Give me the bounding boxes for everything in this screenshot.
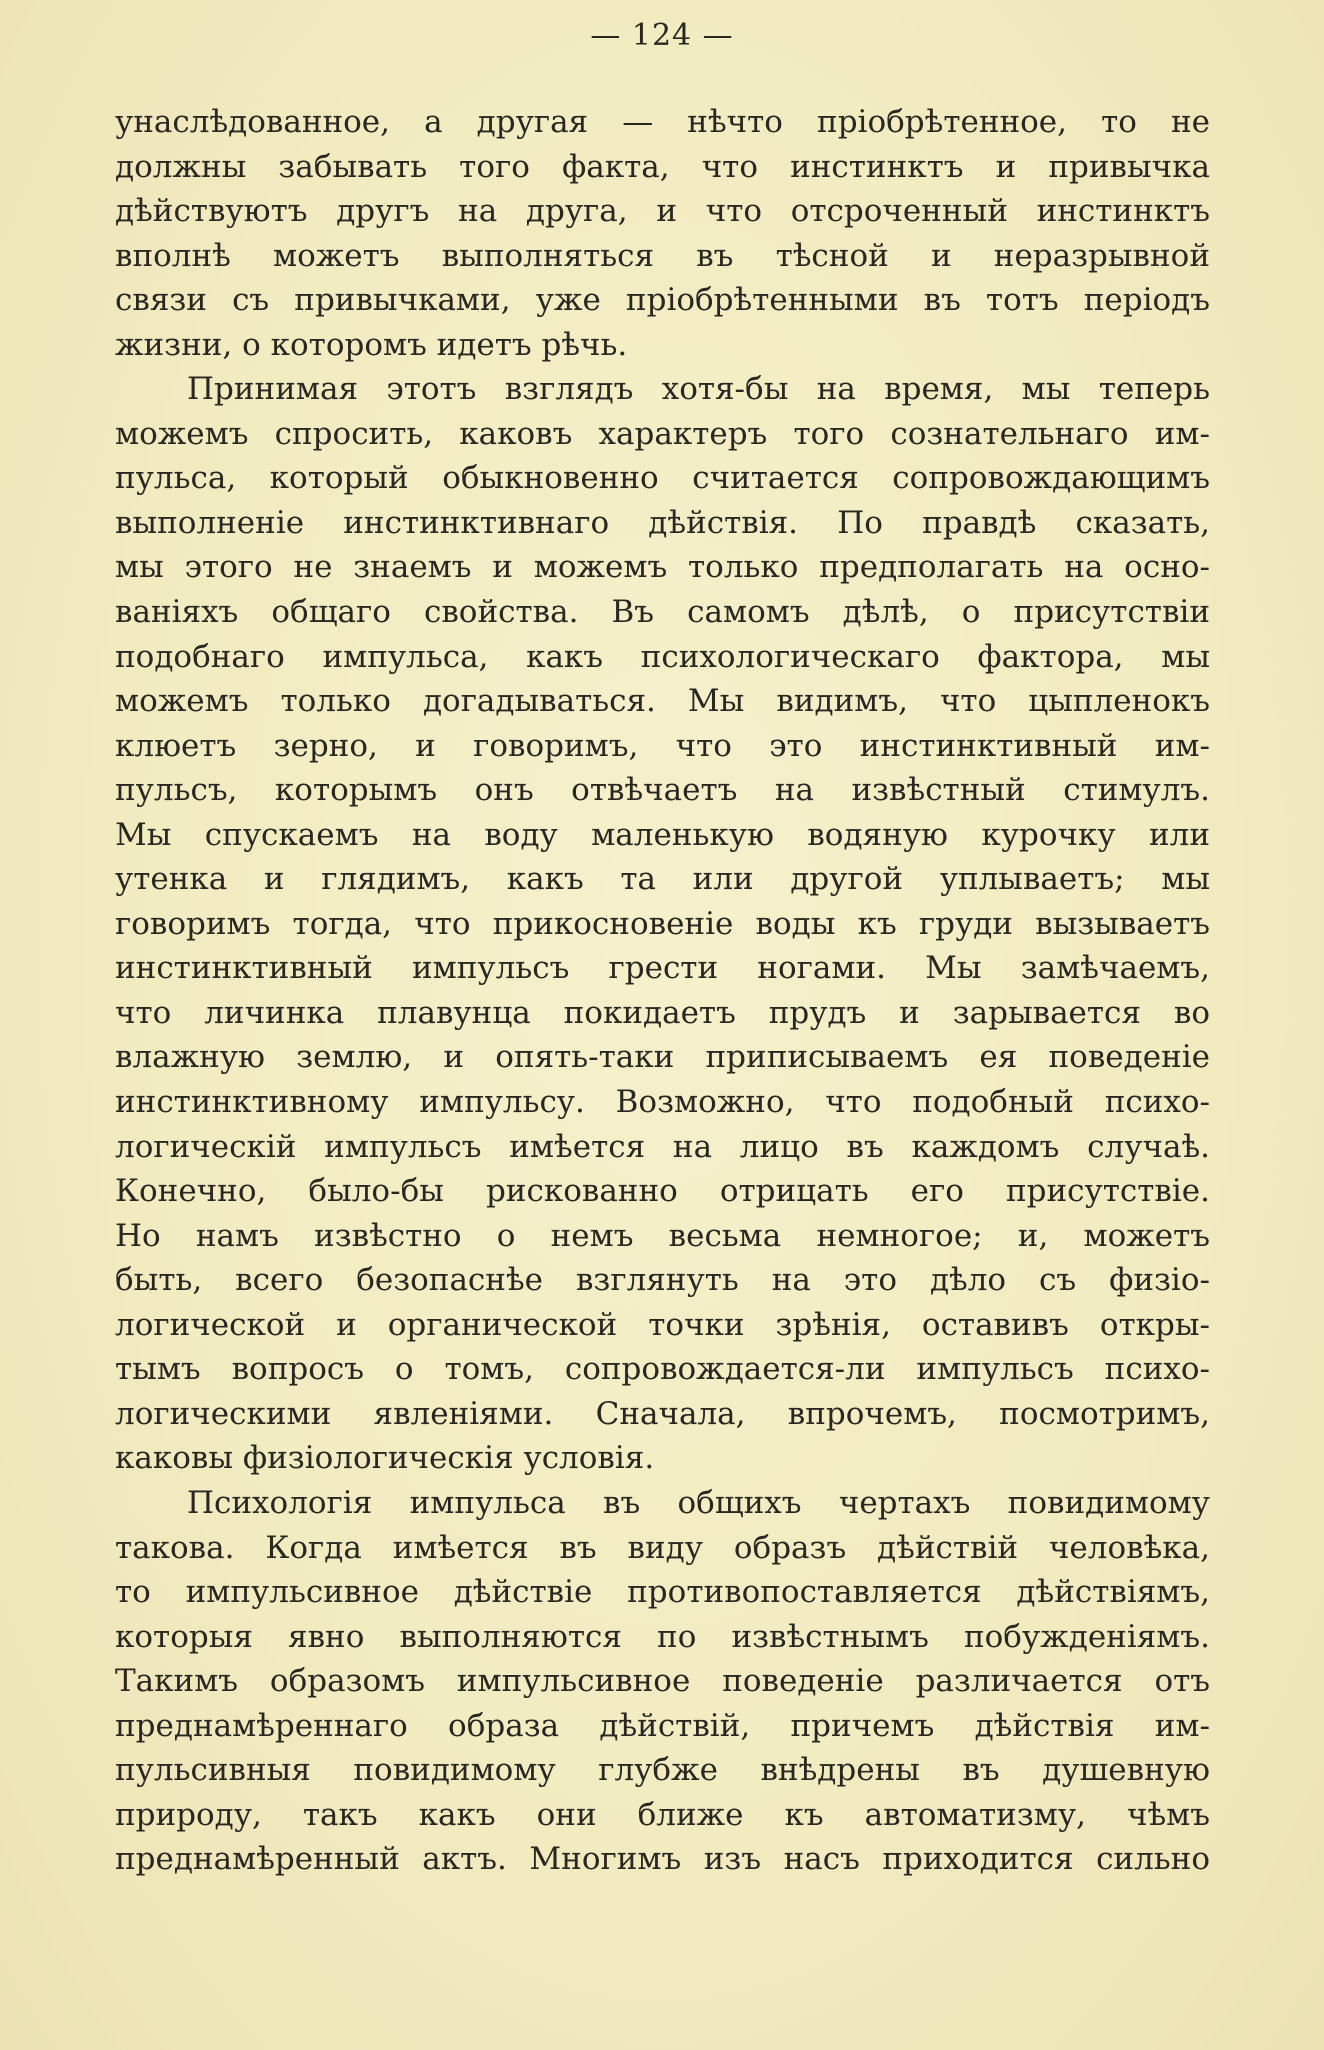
text-line: что личинка плавунца покидаетъ прудъ и зарывается во [115,994,1210,1031]
text-line: должны забывать того факта, что инстинктъ и привычка [115,148,1210,185]
text-line: Мы спускаемъ на воду маленькую водяную курочку или [115,816,1210,853]
text-line: логическій импульсъ имѣется на лицо въ каждомъ случаѣ. [115,1128,1210,1165]
text-line: преднамѣренный актъ. Многимъ изъ насъ приходится сильно [115,1841,1210,1878]
text-line: мы этого не знаемъ и можемъ только предполагать на осно- [115,549,1210,586]
text-line: говоримъ тогда, что прикосновеніе воды къ груди вызываетъ [115,905,1210,942]
text-line: Конечно, было-бы рискованно отрицать его присутствіе. [115,1173,1210,1210]
text-line: быть, всего безопаснѣе взглянуть на это дѣло съ физіо- [115,1262,1210,1299]
text-line: которыя явно выполняются по извѣстнымъ побужденіямъ. [115,1618,1210,1655]
text-line: такова. Когда имѣется въ виду образъ дѣйствій человѣка, [115,1529,1210,1566]
text-line: пульсъ, которымъ онъ отвѣчаетъ на извѣстный стимулъ. [115,772,1210,809]
text-line: преднамѣреннаго образа дѣйствій, причемъ дѣйствія им- [115,1707,1210,1744]
text-line: дѣйствуютъ другъ на друга, и что отсроченный инстинктъ [115,193,1210,230]
text-line: утенка и глядимъ, какъ та или другой уплываетъ; мы [115,861,1210,898]
text-line: подобнаго импульса, какъ психологическаго фактора, мы [115,638,1210,675]
text-line: инстинктивному импульсу. Возможно, что подобный психо- [115,1084,1210,1121]
body-text [115,100,1210,1882]
text-line: каковы физіологическія условія. [115,1440,655,1477]
text-line: связи съ привычками, уже пріобрѣтенными въ тотъ періодъ [115,282,1210,319]
text-line: влажную землю, и опять-таки приписываемъ ея поведеніе [115,1039,1210,1076]
text-line: можемъ спросить, каковъ характеръ того сознательнаго им- [115,415,1210,452]
text-line: унаслѣдованное, а другая — нѣчто пріобрѣтенное, то не [115,104,1210,140]
text-line: природу, такъ какъ они ближе къ автоматизму, чѣмъ [115,1796,1210,1833]
text-line: Принимая этотъ взглядъ хотя-бы на время, мы теперь [187,371,1210,408]
text-line: Такимъ образомъ импульсивное поведеніе различается отъ [115,1663,1210,1700]
page-number: — 124 — [590,18,734,53]
text-line: вполнѣ можетъ выполняться въ тѣсной и неразрывной [115,237,1210,274]
text-line: пульса, который обыкновенно считается сопровождающимъ [115,460,1210,497]
text-line: Психологія импульса въ общихъ чертахъ повидимому [187,1484,1210,1521]
text-line: выполненіе инстинктивнаго дѣйствія. По правдѣ сказать, [115,504,1210,541]
text-line: тымъ вопросъ о томъ, сопровождается-ли импульсъ психо- [115,1351,1210,1388]
text-line: то импульсивное дѣйствіе противопоставляется дѣйствіямъ, [115,1574,1210,1611]
text-line: пульсивныя повидимому глубже внѣдрены въ душевную [115,1752,1210,1789]
text-line: Но намъ извѣстно о немъ весьма немногое; и, можетъ [115,1217,1210,1254]
text-line: ваніяхъ общаго свойства. Въ самомъ дѣлѣ, о присутствіи [115,594,1210,631]
text-line: клюетъ зерно, и говоримъ, что это инстинктивный им- [115,727,1210,764]
text-line: жизни, о которомъ идетъ рѣчь. [115,326,628,363]
text-line: можемъ только догадываться. Мы видимъ, что цыпленокъ [115,683,1210,720]
text-line: логическими явленіями. Сначала, впрочемъ, посмотримъ, [115,1395,1210,1432]
text-line: логической и органической точки зрѣнія, оставивъ откры- [115,1306,1210,1343]
text-line: инстинктивный импульсъ грести ногами. Мы замѣчаемъ, [115,950,1210,987]
